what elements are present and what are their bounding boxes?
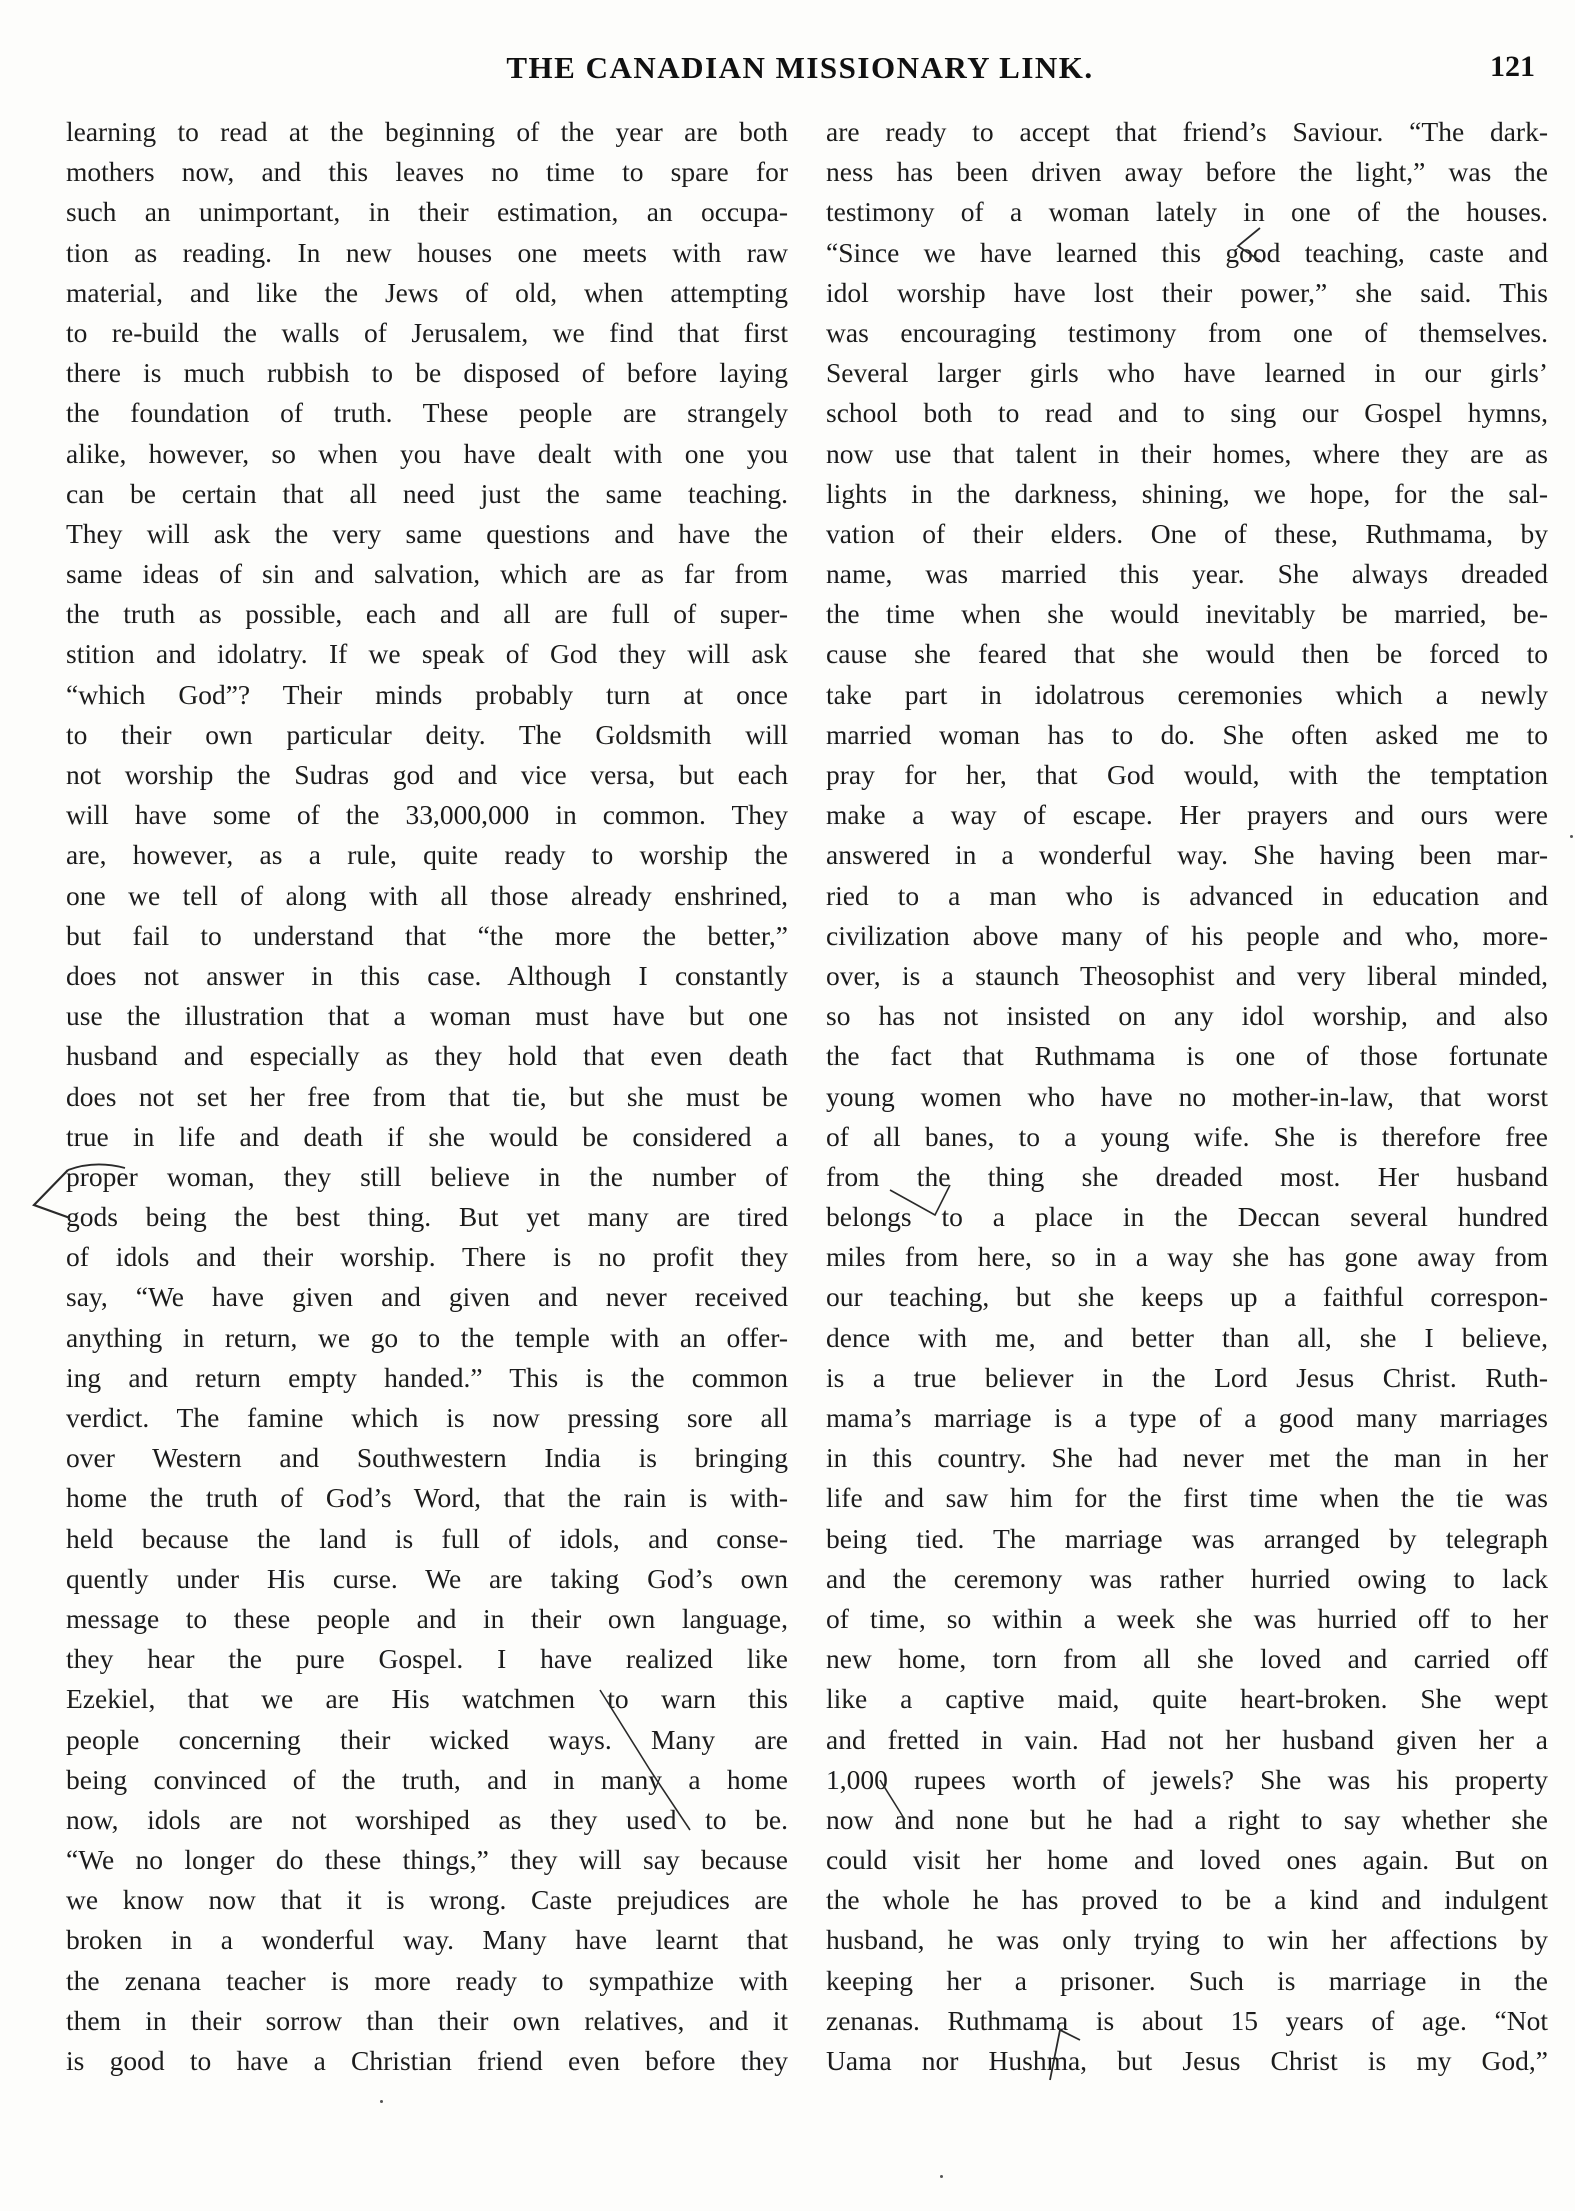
text-line: not worship the Sudras god and vice versa, but each [66, 759, 788, 790]
text-line: being convinced of the truth, and in many a home [66, 1763, 788, 1795]
text-line: name, was married this year. She always dreaded [826, 558, 1548, 590]
text-line: civilization above many of his people and who, more- [826, 919, 1548, 951]
text-line: learning to read at the beginning of the year are both [66, 116, 788, 147]
text-line: we know now that it is wrong. Caste prejudices are [66, 1884, 788, 1916]
text-line: are, however, as a rule, quite ready to worship the [66, 839, 788, 871]
text-line: from the thing she dreaded most. Her husband [826, 1160, 1548, 1192]
paper-speck [940, 2175, 943, 2178]
text-line: are ready to accept that friend’s Saviour. “The dark- [826, 116, 1548, 147]
text-line: our teaching, but she keeps up a faithful correspon- [826, 1281, 1548, 1313]
text-line: being tied. The marriage was arranged by telegraph [826, 1522, 1548, 1554]
text-line: They will ask the very same questions and have the [66, 517, 788, 549]
text-line: ried to a man who is advanced in education and [826, 879, 1548, 911]
text-line: take part in idolatrous ceremonies which a newly [826, 678, 1548, 710]
margin-chevron-mark [34, 1170, 70, 1218]
text-line: “Since we have learned this good teaching, caste and [826, 236, 1548, 268]
text-line: ness has been driven away before the light,” was the [826, 156, 1548, 188]
text-line: like a captive maid, quite heart-broken. She wept [826, 1683, 1548, 1715]
text-line: Uama nor Hushma, but Jesus Christ is my God,” [826, 2045, 1548, 2076]
text-line: tion as reading. In new houses one meets with raw [66, 236, 788, 268]
text-line: they hear the pure Gospel. I have realized like [66, 1643, 788, 1675]
text-line: the whole he has proved to be a kind and indulgent [826, 1884, 1548, 1916]
text-line: “which God”? Their minds probably turn at once [66, 678, 788, 710]
text-line: mothers now, and this leaves no time to spare for [66, 156, 788, 188]
text-line: make a way of escape. Her prayers and ours were [826, 799, 1548, 831]
text-line: “We no longer do these things,” they will say because [66, 1844, 788, 1876]
text-line: and the ceremony was rather hurried owing to lack [826, 1562, 1548, 1594]
page-header [60, 50, 1540, 96]
text-line: over Western and Southwestern India is bringing [66, 1442, 788, 1474]
text-line: but fail to understand that “the more the better,” [66, 919, 788, 951]
text-line: people concerning their wicked ways. Many are [66, 1723, 788, 1755]
text-line: same ideas of sin and salvation, which are as far from [66, 558, 788, 590]
text-line: Ezekiel, that we are His watchmen to warn this [66, 1683, 788, 1715]
left-text-column [66, 112, 788, 2081]
text-line: vation of their elders. One of these, Ruthmama, by [826, 517, 1548, 549]
text-line: idol worship have lost their power,” she said. This [826, 276, 1548, 308]
text-line: one we tell of along with all those already enshrined, [66, 879, 788, 911]
text-line: the fact that Ruthmama is one of those fortunate [826, 1040, 1548, 1072]
text-line: was encouraging testimony from one of themselves. [826, 316, 1548, 348]
text-line: quently under His curse. We are taking God’s own [66, 1562, 788, 1594]
text-line: keeping her a prisoner. Such is marriage in the [826, 1964, 1548, 1996]
text-line: the time when she would inevitably be married, be- [826, 598, 1548, 630]
paper-speck [1570, 835, 1573, 838]
text-line: over, is a staunch Theosophist and very liberal minded, [826, 959, 1548, 991]
text-line: and fretted in vain. Had not her husband given her a [826, 1723, 1548, 1755]
page-number: 121 [1490, 50, 1535, 83]
text-line: say, “We have given and given and never received [66, 1281, 788, 1313]
text-line: held because the land is full of idols, and conse- [66, 1522, 788, 1554]
text-line: anything in return, we go to the temple with an offer- [66, 1321, 788, 1353]
text-line: does not answer in this case. Although I constantly [66, 959, 788, 991]
text-line: life and saw him for the first time when the tie was [826, 1482, 1548, 1514]
text-line: there is much rubbish to be disposed of before laying [66, 357, 788, 389]
text-line: Several larger girls who have learned in our girls’ [826, 357, 1548, 389]
text-line: is a true believer in the Lord Jesus Christ. Ruth- [826, 1361, 1548, 1393]
text-line: so has not insisted on any idol worship, and also [826, 1000, 1548, 1032]
text-line: home the truth of God’s Word, that the rain is with- [66, 1482, 788, 1514]
text-line: proper woman, they still believe in the number of [66, 1160, 788, 1192]
text-line: could visit her home and loved ones again. But on [826, 1844, 1548, 1876]
text-line: stition and idolatry. If we speak of God they will ask [66, 638, 788, 670]
text-line: is good to have a Christian friend even before they [66, 2045, 788, 2076]
text-line: in this country. She had never met the man in her [826, 1442, 1548, 1474]
text-line: message to these people and in their own language, [66, 1602, 788, 1634]
text-line: answered in a wonderful way. She having been mar- [826, 839, 1548, 871]
text-line: true in life and death if she would be considered a [66, 1120, 788, 1152]
text-line: will have some of the 33,000,000 in common. They [66, 799, 788, 831]
text-line: broken in a wonderful way. Many have learnt that [66, 1924, 788, 1956]
text-line: pray for her, that God would, with the temptation [826, 759, 1548, 790]
text-line: husband, he was only trying to win her affections by [826, 1924, 1548, 1956]
text-line: of all banes, to a young wife. She is therefore free [826, 1120, 1548, 1152]
text-line: material, and like the Jews of old, when attempting [66, 276, 788, 308]
text-line: can be certain that all need just the same teaching. [66, 477, 788, 509]
text-line: husband and especially as they hold that even death [66, 1040, 788, 1072]
text-line: school both to read and to sing our Gospel hymns, [826, 397, 1548, 429]
text-line: of idols and their worship. There is no profit they [66, 1241, 788, 1273]
text-line: young women who have no mother-in-law, that worst [826, 1080, 1548, 1112]
text-line: alike, however, so when you have dealt with one you [66, 437, 788, 469]
text-line: married woman has to do. She often asked me to [826, 718, 1548, 750]
text-line: gods being the best thing. But yet many are tired [66, 1201, 788, 1233]
text-line: of time, so within a week she was hurried off to her [826, 1602, 1548, 1634]
text-line: does not set her free from that tie, but she must be [66, 1080, 788, 1112]
text-line: cause she feared that she would then be forced to [826, 638, 1548, 670]
text-line: the zenana teacher is more ready to sympathize with [66, 1964, 788, 1996]
text-line: mama’s marriage is a type of a good many marriages [826, 1402, 1548, 1433]
text-line: new home, torn from all she loved and carried off [826, 1643, 1548, 1675]
right-text-column [826, 112, 1548, 2081]
text-line: now and none but he had a right to say whether she [826, 1803, 1548, 1835]
text-line: them in their sorrow than their own relatives, and it [66, 2004, 788, 2036]
text-line: use the illustration that a woman must have but one [66, 1000, 788, 1032]
text-line: to re-build the walls of Jerusalem, we find that first [66, 316, 788, 348]
running-title: THE CANADIAN MISSIONARY LINK. [506, 50, 1094, 85]
text-line: belongs to a place in the Deccan several hundred [826, 1201, 1548, 1233]
text-line: verdict. The famine which is now pressing sore all [66, 1402, 788, 1433]
text-line: zenanas. Ruthmama is about 15 years of age. “Not [826, 2004, 1548, 2036]
text-line: dence with me, and better than all, she I believe, [826, 1321, 1548, 1353]
text-line: testimony of a woman lately in one of the houses. [826, 196, 1548, 228]
text-line: ing and return empty handed.” This is the common [66, 1361, 788, 1393]
text-line: the truth as possible, each and all are full of super- [66, 598, 788, 630]
text-line: lights in the darkness, shining, we hope, for the sal- [826, 477, 1548, 509]
paper-speck [380, 2100, 383, 2103]
text-line: to their own particular deity. The Goldsmith will [66, 718, 788, 750]
text-line: the foundation of truth. These people are strangely [66, 397, 788, 429]
text-line: now use that talent in their homes, where they are as [826, 437, 1548, 469]
text-line: now, idols are not worshiped as they used to be. [66, 1803, 788, 1835]
text-line: miles from here, so in a way she has gone away from [826, 1241, 1548, 1273]
text-line: such an unimportant, in their estimation, an occupa- [66, 196, 788, 228]
text-line: 1,000 rupees worth of jewels? She was his property [826, 1763, 1548, 1795]
